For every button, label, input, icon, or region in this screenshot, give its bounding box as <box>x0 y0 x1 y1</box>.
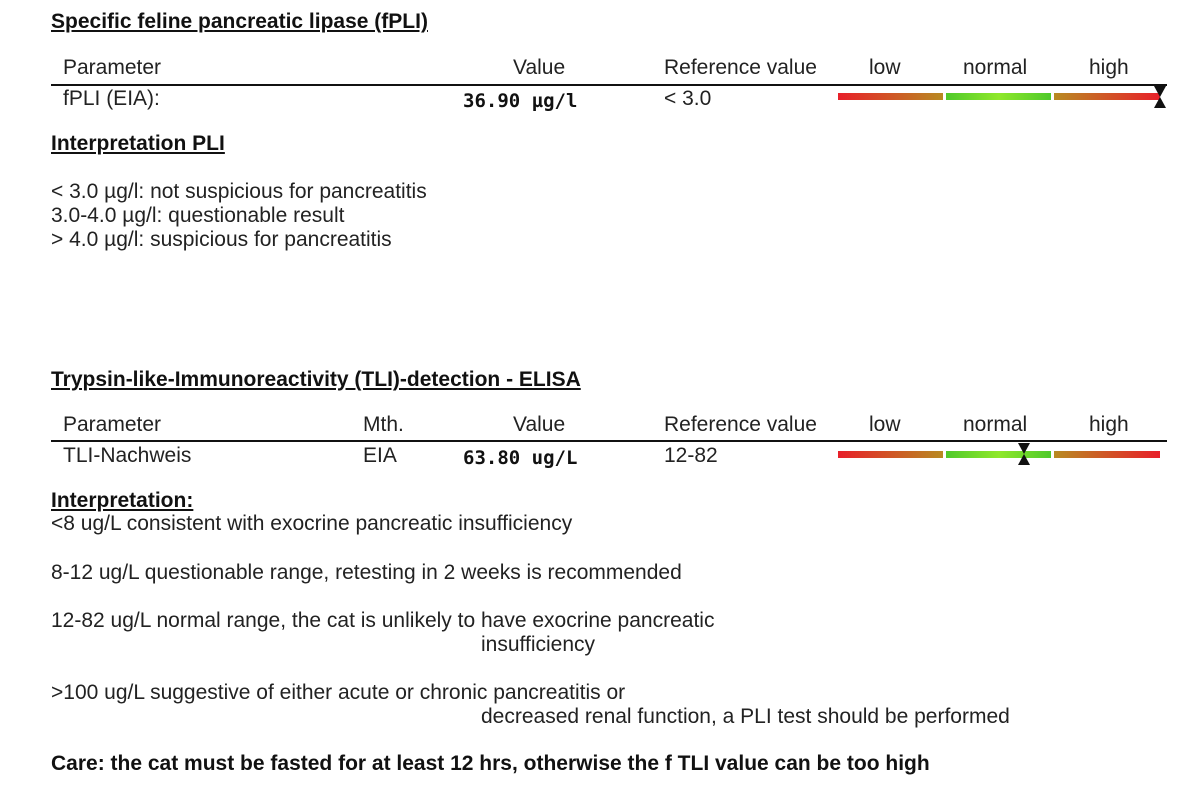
pli-header-reference: Reference value <box>664 56 817 79</box>
tli-row-value: 63.80 ug/L <box>463 447 578 469</box>
pli-header-parameter: Parameter <box>63 56 162 79</box>
pli-value-marker-icon <box>1154 86 1166 108</box>
tli-range-high-segment <box>1054 451 1160 458</box>
tli-interpretation-line: 8-12 ug/L questionable range, retesting in 2 weeks is recommended <box>51 561 682 584</box>
tli-header-divider <box>51 440 1167 442</box>
fasting-care-note: Care: the cat must be fasted for at least 12 hrs, otherwise the f TLI value can be too high <box>51 752 930 775</box>
tli-row-method: EIA <box>363 444 397 467</box>
pli-header-low: low <box>869 56 901 79</box>
pli-row-parameter: fPLI (EIA): <box>63 87 160 110</box>
pli-range-low-segment <box>838 93 943 100</box>
pli-section-title: Specific feline pancreatic lipase (fPLI) <box>51 10 428 33</box>
tli-row-parameter: TLI-Nachweis <box>63 444 192 467</box>
tli-section-title: Trypsin-like-Immunoreactivity (TLI)-detection - ELISA <box>51 368 581 391</box>
tli-interpretation-line: 12-82 ug/L normal range, the cat is unlikely to have exocrine pancreatic <box>51 609 715 632</box>
tli-value-marker-icon <box>1018 443 1030 465</box>
tli-header-low: low <box>869 413 901 436</box>
pli-interpretation-title: Interpretation PLI <box>51 132 225 155</box>
pli-header-high: high <box>1089 56 1129 79</box>
tli-header-parameter: Parameter <box>63 413 162 436</box>
tli-range-normal-segment <box>946 451 1051 458</box>
tli-interpretation-line: <8 ug/L consistent with exocrine pancreatic insufficiency <box>51 512 573 535</box>
pli-range-normal-segment <box>946 93 1051 100</box>
pli-row-reference: < 3.0 <box>664 87 712 110</box>
pli-header-divider <box>51 84 1167 86</box>
tli-header-value: Value <box>513 413 566 436</box>
pli-row-value: 36.90 µg/l <box>463 90 578 112</box>
tli-interpretation-line-continued: decreased renal function, a PLI test should be performed <box>481 705 1010 728</box>
pli-header-value: Value <box>513 56 566 79</box>
pli-range-high-segment <box>1054 93 1160 100</box>
tli-interpretation-line: >100 ug/L suggestive of either acute or chronic pancreatitis or <box>51 681 626 704</box>
pli-interpretation-line: > 4.0 µg/l: suspicious for pancreatitis <box>51 228 392 251</box>
tli-interpretation-title: Interpretation: <box>51 489 194 512</box>
tli-header-reference: Reference value <box>664 413 817 436</box>
tli-header-high: high <box>1089 413 1129 436</box>
tli-range-low-segment <box>838 451 943 458</box>
tli-row-reference: 12-82 <box>664 444 718 467</box>
pli-interpretation-line: 3.0-4.0 µg/l: questionable result <box>51 204 345 227</box>
tli-header-normal: normal <box>963 413 1028 436</box>
tli-interpretation-line-continued: insufficiency <box>481 633 596 656</box>
pli-header-normal: normal <box>963 56 1028 79</box>
tli-header-method: Mth. <box>363 413 404 436</box>
pli-interpretation-line: < 3.0 µg/l: not suspicious for pancreatitis <box>51 180 427 203</box>
